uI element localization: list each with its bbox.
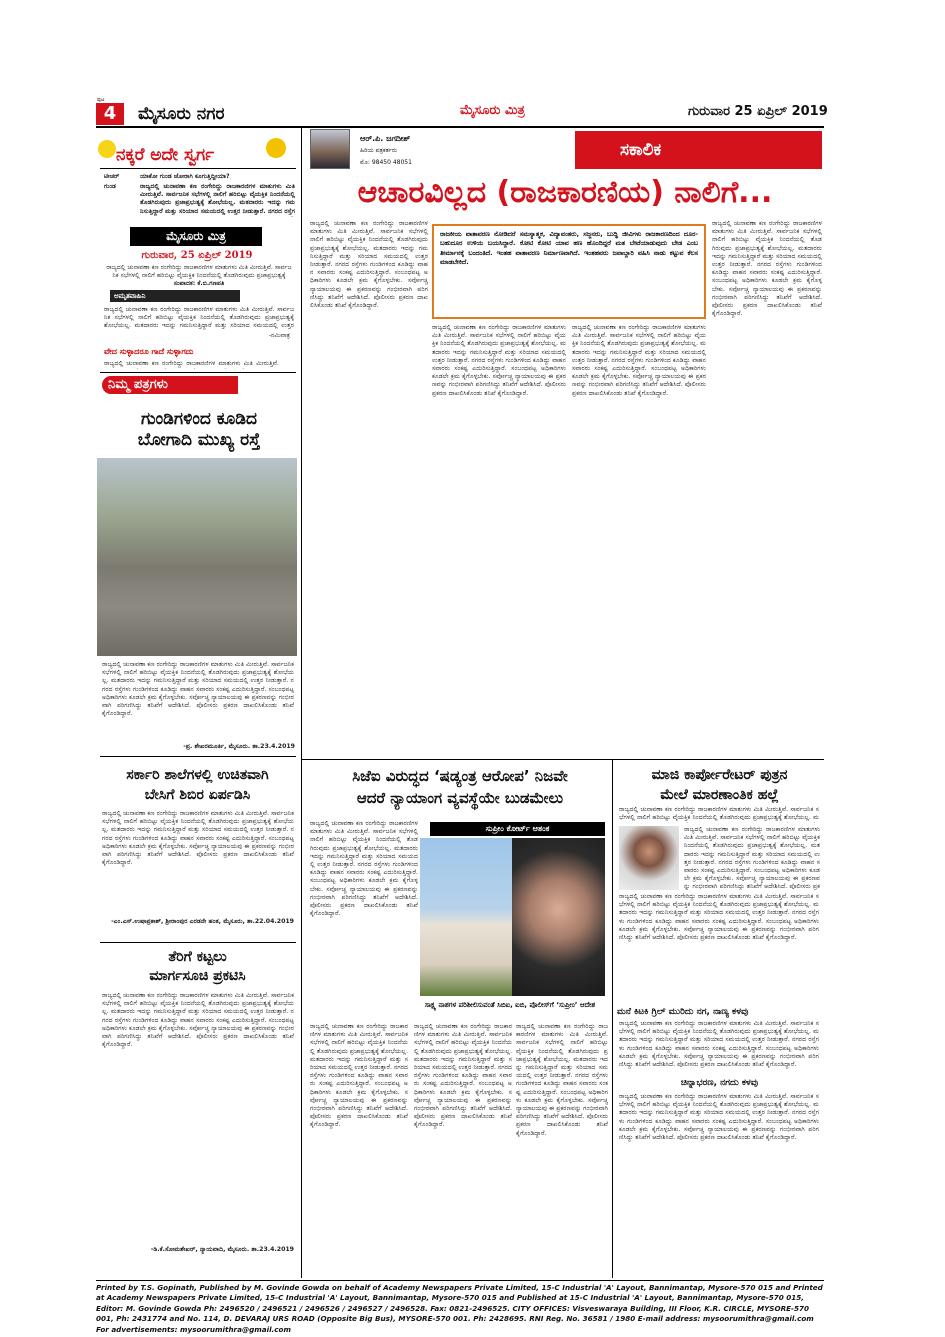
letters-section-bar: ನಿಮ್ಮ ಪತ್ರಗಳು (102, 376, 228, 394)
author-photo (310, 129, 350, 169)
victim-photo (619, 826, 679, 890)
cji-column: ರಾಜ್ಯದಲ್ಲಿ ಚುನಾವಣಾ ಕಣ ರಂಗೇರಿದ್ದು ರಾಜಕಾರಣಿಗಳ ಮಾತುಗಳು ಮಿತಿ ಮೀರುತ್ತಿವೆ. ಸಾರ್ವಜನಿಕ ಸಭೆಗಳಲ್ಲಿ ನಾಲಿಗೆ ಹರಿಬಿಟ್ಟು ವೈಯಕ್ತಿಕ ನಿಂದನೆಯಲ್ಲಿ ತೊಡಗಿರುವುದು ಪ್ರಜಾಪ್ರಭುತ್ವಕ್ಕೆ ಶೋಭೆಯಲ್ಲ. ಮತದಾರರು ಇದನ್ನು ಗಮನಿಸುತ್ತಿದ್ದಾರೆ ಮತ್ತು ಸರಿಯಾದ ಸಮಯದಲ್ಲಿ ಉತ್ತರ ನೀಡುತ್ತಾರೆ. ನಗರದ ರಸ್ತೆಗಳು ಗುಂಡಿಗಳಿಂದ ಕೂಡಿದ್ದು ವಾಹನ ಸವಾರರು ಸಂಕಷ್ಟ ಎದುರಿಸುತ್ತಿದ್ದಾರೆ. ಸಂಬಂಧಪಟ್ಟ ಅಧಿಕಾರಿಗಳು ಕೂಡಲೇ ಕ್ರಮ ಕೈಗೊಳ್ಳಬೇಕು. ಸರ್ವೋಚ್ಚ ನ್ಯಾಯಾಲಯವು ಈ ಪ್ರಕರಣವನ್ನು ಗಂಭೀರವಾಗಿ ಪರಿಗಣಿಸಿದ್ದು ತನಿಖೆಗೆ ಆದೇಶಿಸಿದೆ. ಪೊಲೀಸರು ಪ್ರಕರಣ ದಾಖಲಿಸಿಕೊಂಡು ತನಿಖೆ ಕೈಗೊಂಡಿದ್ದಾರೆ. (414, 1023, 512, 1129)
masthead-editor: ಸಂಪಾದಕ: ಕೆ.ಬಿ.ಗಣಪತಿ (173, 280, 225, 287)
letter2-body: ರಾಜ್ಯದಲ್ಲಿ ಚುನಾವಣಾ ಕಣ ರಂಗೇರಿದ್ದು ರಾಜಕಾರಣಿಗಳ ಮಾತುಗಳು ಮಿತಿ ಮೀರುತ್ತಿವೆ. ಸಾರ್ವಜನಿಕ ಸಭೆಗಳಲ್ಲಿ ನಾಲಿಗೆ ಹರಿಬಿಟ್ಟು ವೈಯಕ್ತಿಕ ನಿಂದನೆಯಲ್ಲಿ ತೊಡಗಿರುವುದು ಪ್ರಜಾಪ್ರಭುತ್ವಕ್ಕೆ ಶೋಭೆಯಲ್ಲ. ಮತದಾರರು ಇದನ್ನು ಗಮನಿಸುತ್ತಿದ್ದಾರೆ ಮತ್ತು ಸರಿಯಾದ ಸಮಯದಲ್ಲಿ ಉತ್ತರ ನೀಡುತ್ತಾರೆ. ನಗರದ ರಸ್ತೆಗಳು ಗುಂಡಿಗಳಿಂದ ಕೂಡಿದ್ದು ವಾಹನ ಸವಾರರು ಸಂಕಷ್ಟ ಎದುರಿಸುತ್ತಿದ್ದಾರೆ. ಸಂಬಂಧಪಟ್ಟ ಅಧಿಕಾರಿಗಳು ಕೂಡಲೇ ಕ್ರಮ ಕೈಗೊಳ್ಳಬೇಕು. ಸರ್ವೋಚ್ಚ ನ್ಯಾಯಾಲಯವು ಈ ಪ್ರಕರಣವನ್ನು ಗಂಭೀರವಾಗಿ ಪರಿಗಣಿಸಿದ್ದು ತನಿಖೆಗೆ ಆದೇಶಿಸಿದೆ. ಪೊಲೀಸರು ಪ್ರಕರಣ ದಾಖಲಿಸಿಕೊಂಡು ತನಿಖೆ ಕೈಗೊಂಡಿದ್ದಾರೆ. (102, 810, 294, 867)
corporator-story-lead: ರಾಜ್ಯದಲ್ಲಿ ಚುನಾವಣಾ ಕಣ ರಂಗೇರಿದ್ದು ರಾಜಕಾರಣಿಗಳ ಮಾತುಗಳು ಮಿತಿ ಮೀರುತ್ತಿವೆ. ಸಾರ್ವಜನಿಕ ಸಭೆಗಳಲ್ಲಿ ನಾಲಿಗೆ ಹರಿಬಿಟ್ಟು ವೈಯಕ್ತಿಕ ನಿಂದನೆಯಲ್ಲಿ ತೊಡಗಿರುವುದು ಪ್ರಜಾಪ್ರಭುತ್ವಕ್ಕೆ ಶೋಭೆಯಲ್ಲ. ಮ (619, 806, 819, 822)
letter2-headline: ಸರ್ಕಾರಿ ಶಾಲೆಗಳಲ್ಲಿ ಉಚಿತವಾಗಿ ಬೇಸಿಗೆ ಶಿಬಿರ ಏರ್ಪಡಿಸಿ (126, 767, 269, 803)
rule (100, 942, 296, 943)
letters-bar-tail (228, 376, 238, 394)
letter2-signature: -ಎಂ.ಎಸ್.ಉಷಾಪ್ರಕಾಶ್, ಶ್ರೀರಾಂಪುರ ಎರಡನೇ ಹಂತ, ಮೈಸೂರು, ತಾ.22.04.2019 (111, 918, 294, 925)
article-column: ರಾಜ್ಯದಲ್ಲಿ ಚುನಾವಣಾ ಕಣ ರಂಗೇರಿದ್ದು ರಾಜಕಾರಣಿಗಳ ಮಾತುಗಳು ಮಿತಿ ಮೀರುತ್ತಿವೆ. ಸಾರ್ವಜನಿಕ ಸಭೆಗಳಲ್ಲಿ ನಾಲಿಗೆ ಹರಿಬಿಟ್ಟು ವೈಯಕ್ತಿಕ ನಿಂದನೆಯಲ್ಲಿ ತೊಡಗಿರುವುದು ಪ್ರಜಾಪ್ರಭುತ್ವಕ್ಕೆ ಶೋಭೆಯಲ್ಲ. ಮತದಾರರು ಇದನ್ನು ಗಮನಿಸುತ್ತಿದ್ದಾರೆ ಮತ್ತು ಸರಿಯಾದ ಸಮಯದಲ್ಲಿ ಉತ್ತರ ನೀಡುತ್ತಾರೆ. ನಗರದ ರಸ್ತೆಗಳು ಗುಂಡಿಗಳಿಂದ ಕೂಡಿದ್ದು ವಾಹನ ಸವಾರರು ಸಂಕಷ್ಟ ಎದುರಿಸುತ್ತಿದ್ದಾರೆ. ಸಂಬಂಧಪಟ್ಟ ಅಧಿಕಾರಿಗಳು ಕೂಡಲೇ ಕ್ರಮ ಕೈಗೊಳ್ಳಬೇಕು. ಸರ್ವೋಚ್ಚ ನ್ಯಾಯಾಲಯವು ಈ ಪ್ರಕರಣವನ್ನು ಗಂಭೀರವಾಗಿ ಪರಿಗಣಿಸಿದ್ದು ತನಿಖೆಗೆ ಆದೇಶಿಸಿದೆ. ಪೊಲೀಸರು ಪ್ರಕರಣ ದಾಖಲಿಸಿಕೊಂಡು ತನಿಖೆ ಕೈಗೊಂಡಿದ್ದಾರೆ. (310, 220, 428, 310)
author-phone: ಮೊ: 98450 48051 (360, 159, 412, 166)
joke-column-title: ನಕ್ಕರೆ ಅದೇ ಸ್ವರ್ಗ (116, 145, 215, 165)
section-title: ಮೈಸೂರು ನಗರ (138, 104, 225, 124)
author-role: ಹಿರಿಯ ಪತ್ರಕರ್ತರು (360, 147, 397, 154)
cji-column: ರಾಜ್ಯದಲ್ಲಿ ಚುನಾವಣಾ ಕಣ ರಂಗೇರಿದ್ದು ರಾಜಕಾರಣಿಗಳ ಮಾತುಗಳು ಮಿತಿ ಮೀರುತ್ತಿವೆ. ಸಾರ್ವಜನಿಕ ಸಭೆಗಳಲ್ಲಿ ನಾಲಿಗೆ ಹರಿಬಿಟ್ಟು ವೈಯಕ್ತಿಕ ನಿಂದನೆಯಲ್ಲಿ ತೊಡಗಿರುವುದು ಪ್ರಜಾಪ್ರಭುತ್ವಕ್ಕೆ ಶೋಭೆಯಲ್ಲ. ಮತದಾರರು ಇದನ್ನು ಗಮನಿಸುತ್ತಿದ್ದಾರೆ ಮತ್ತು ಸರಿಯಾದ ಸಮಯದಲ್ಲಿ ಉತ್ತರ ನೀಡುತ್ತಾರೆ. ನಗರದ ರಸ್ತೆಗಳು ಗುಂಡಿಗಳಿಂದ ಕೂಡಿದ್ದು ವಾಹನ ಸವಾರರು ಸಂಕಷ್ಟ ಎದುರಿಸುತ್ತಿದ್ದಾರೆ. ಸಂಬಂಧಪಟ್ಟ ಅಧಿಕಾರಿಗಳು ಕೂಡಲೇ ಕ್ರಮ ಕೈಗೊಳ್ಳಬೇಕು. ಸರ್ವೋಚ್ಚ ನ್ಯಾಯಾಲಯವು ಈ ಪ್ರಕರಣವನ್ನು ಗಂಭೀರವಾಗಿ ಪರಿಗಣಿಸಿದ್ದು ತನಿಖೆಗೆ ಆದೇಶಿಸಿದೆ. ಪೊಲೀಸರು ಪ್ರಕರಣ ದಾಖಲಿಸಿಕೊಂಡು ತನಿಖೆ ಕೈಗೊಂಡಿದ್ದಾರೆ. (310, 820, 418, 918)
joke-speaker: ಗುಂಡ (104, 183, 116, 190)
pullquote: ರಾಜಕೀಯ ವಾತಾವರಣ ನೋಡಿದರೆ ಸಮಸ್ಯಾತ್ಮಕ, ವಿದ್ಯಾವಂತರು, ಸಜ್ಜನರು, ಬುದ್ಧಿ ಜೀವಿಗಳು ರಾಜಕಾರಣದಿಂದ ದೂರ-ಬಹುದೂರ ಉಳಿಯ ಬಯಸಿದ್ದಾರೆ. ಕೋಟಿ ಕೋಟಿ ಯಾವ ಹಣ ಹೊಂದಿದ್ದರೆ ಮತ ಬೇಟೆಯಾಡುವುದು ಬೇಡ ಎಂಬ ತೀರ್ಮಾನಕ್ಕೆ ಬಂದಂತಿದೆ. ಇಂತಹ ವಾತಾವರಣ ನಿರ್ಮಾಣವಾಗಿದೆ. ಇಂತಹವರು ಜವಾಬ್ದಾರಿ ವಹಿಸಿ ನಾಡು ಕಟ್ಟುವ ಕೆಲಸ ಮಾಡಬೇಕಿದೆ. (432, 224, 706, 319)
pothole-road-photo (97, 458, 297, 656)
letter3-signature: -ಡಿ.ಕೆ.ಸೋಮಶೇಖರ್, ನ್ಯಾಯವಾದಿ, ಮೈಸೂರು. ತಾ.23.4.2019 (150, 1246, 294, 1253)
cji-column: ರಾಜ್ಯದಲ್ಲಿ ಚುನಾವಣಾ ಕಣ ರಂಗೇರಿದ್ದು ರಾಜಕಾರಣಿಗಳ ಮಾತುಗಳು ಮಿತಿ ಮೀರುತ್ತಿವೆ. ಸಾರ್ವಜನಿಕ ಸಭೆಗಳಲ್ಲಿ ನಾಲಿಗೆ ಹರಿಬಿಟ್ಟು ವೈಯಕ್ತಿಕ ನಿಂದನೆಯಲ್ಲಿ ತೊಡಗಿರುವುದು ಪ್ರಜಾಪ್ರಭುತ್ವಕ್ಕೆ ಶೋಭೆಯಲ್ಲ. ಮತದಾರರು ಇದನ್ನು ಗಮನಿಸುತ್ತಿದ್ದಾರೆ ಮತ್ತು ಸರಿಯಾದ ಸಮಯದಲ್ಲಿ ಉತ್ತರ ನೀಡುತ್ತಾರೆ. ನಗರದ ರಸ್ತೆಗಳು ಗುಂಡಿಗಳಿಂದ ಕೂಡಿದ್ದು ವಾಹನ ಸವಾರರು ಸಂಕಷ್ಟ ಎದುರಿಸುತ್ತಿದ್ದಾರೆ. ಸಂಬಂಧಪಟ್ಟ ಅಧಿಕಾರಿಗಳು ಕೂಡಲೇ ಕ್ರಮ ಕೈಗೊಳ್ಳಬೇಕು. ಸರ್ವೋಚ್ಚ ನ್ಯಾಯಾಲಯವು ಈ ಪ್ರಕರಣವನ್ನು ಗಂಭೀರವಾಗಿ ಪರಿಗಣಿಸಿದ್ದು ತನಿಖೆಗೆ ಆದೇಶಿಸಿದೆ. ಪೊಲೀಸರು ಪ್ರಕರಣ ದಾಖಲಿಸಿಕೊಂಡು ತನಿಖೆ ಕೈಗೊಂಡಿದ್ದಾರೆ. (310, 1023, 408, 1129)
joke-line: ಯಾಕೋ ಗುಂಡ ಜೋರಾಗಿ ಕೂಗುತ್ತಿದ್ದೀಯಾ? (140, 173, 230, 180)
supreme-court-bar: ಸುಪ್ರೀಂ ಕೋರ್ಟ್ ಆತಂಕ (430, 822, 605, 836)
masthead-logo: ಮೈಸೂರು ಮಿತ್ರ (130, 227, 262, 246)
corporator-story-text: ರಾಜ್ಯದಲ್ಲಿ ಚುನಾವಣಾ ಕಣ ರಂಗೇರಿದ್ದು ರಾಜಕಾರಣಿಗಳ ಮಾತುಗಳು ಮಿತಿ ಮೀರುತ್ತಿವೆ. ಸಾರ್ವಜನಿಕ ಸಭೆಗಳಲ್ಲಿ ನಾಲಿಗೆ ಹರಿಬಿಟ್ಟು ವೈಯಕ್ತಿಕ ನಿಂದನೆಯಲ್ಲಿ ತೊಡಗಿರುವುದು ಪ್ರಜಾಪ್ರಭುತ್ವಕ್ಕೆ ಶೋಭೆಯಲ್ಲ. ಮತದಾರರು ಇದನ್ನು ಗಮನಿಸುತ್ತಿದ್ದಾರೆ ಮತ್ತು ಸರಿಯಾದ ಸಮಯದಲ್ಲಿ ಉತ್ತರ ನೀಡುತ್ತಾರೆ. ನಗರದ ರಸ್ತೆಗಳು ಗುಂಡಿಗಳಿಂದ ಕೂಡಿದ್ದು ವಾಹನ ಸವಾರರು ಸಂಕಷ್ಟ ಎದುರಿಸುತ್ತಿದ್ದಾರೆ. ಸಂಬಂಧಪಟ್ಟ ಅಧಿಕಾರಿಗಳು ಕೂಡಲೇ ಕ್ರಮ ಕೈಗೊಳ್ಳಬೇಕು. ಸರ್ವೋಚ್ಚ ನ್ಯಾಯಾಲಯವು ಈ ಪ್ರಕರಣವನ್ನು ಗಂಭೀರವಾಗಿ ಪರಿಗಣಿಸಿದ್ದು ತನಿಖೆಗೆ ಆದೇಶಿಸಿದೆ. ಪೊಲೀಸರು ಪ್ರಕ (684, 826, 820, 890)
joke-speaker: ಟೀಚರ್ (104, 173, 120, 180)
laughing-smiley-icon (98, 140, 116, 158)
letter1-headline: ಗುಂಡಿಗಳಿಂದ ಕೂಡಿದ ಬೋಗಾದಿ ಮುಖ್ಯ ರಸ್ತೆ (137, 409, 261, 450)
rule (302, 759, 824, 760)
cartoon-face-icon (266, 138, 286, 158)
gold-theft-headline: ಚಿನ್ನಾಭರಣ, ನಗದು ಕಳವು (680, 1078, 759, 1088)
letter3-body: ರಾಜ್ಯದಲ್ಲಿ ಚುನಾವಣಾ ಕಣ ರಂಗೇರಿದ್ದು ರಾಜಕಾರಣಿಗಳ ಮಾತುಗಳು ಮಿತಿ ಮೀರುತ್ತಿವೆ. ಸಾರ್ವಜನಿಕ ಸಭೆಗಳಲ್ಲಿ ನಾಲಿಗೆ ಹರಿಬಿಟ್ಟು ವೈಯಕ್ತಿಕ ನಿಂದನೆಯಲ್ಲಿ ತೊಡಗಿರುವುದು ಪ್ರಜಾಪ್ರಭುತ್ವಕ್ಕೆ ಶೋಭೆಯಲ್ಲ. ಮತದಾರರು ಇದನ್ನು ಗಮನಿಸುತ್ತಿದ್ದಾರೆ ಮತ್ತು ಸರಿಯಾದ ಸಮಯದಲ್ಲಿ ಉತ್ತರ ನೀಡುತ್ತಾರೆ. ನಗರದ ರಸ್ತೆಗಳು ಗುಂಡಿಗಳಿಂದ ಕೂಡಿದ್ದು ವಾಹನ ಸವಾರರು ಸಂಕಷ್ಟ ಎದುರಿಸುತ್ತಿದ್ದಾರೆ. ಸಂಬಂಧಪಟ್ಟ ಅಧಿಕಾರಿಗಳು ಕೂಡಲೇ ಕ್ರಮ ಕೈಗೊಳ್ಳಬೇಕು. ಸರ್ವೋಚ್ಚ ನ್ಯಾಯಾಲಯವು ಈ ಪ್ರಕರಣವನ್ನು ಗಂಭೀರವಾಗಿ ಪರಿಗಣಿಸಿದ್ದು ತನಿಖೆಗೆ ಆದೇಶಿಸಿದೆ. ಪೊಲೀಸರು ಪ್ರಕರಣ ದಾಖಲಿಸಿಕೊಂಡು ತನಿಖೆ ಕೈಗೊಂಡಿದ್ದಾರೆ. (102, 992, 294, 1049)
amrutha-credit: -ನಮಿವಾತ್ರ (268, 332, 290, 339)
page-number: 4 (96, 103, 124, 125)
supreme-court-photo (420, 838, 512, 996)
masthead: ಮೈಸೂರು ಮಿತ್ರ (460, 103, 525, 118)
author-name: ಆರ್.ಪಿ. ಜಗದೀಶ್ (360, 134, 411, 143)
main-headline: ಆಚಾರವಿಲ್ಲದ (ರಾಜಕಾರಣಿಯ) ನಾಲಿಗೆ... (357, 175, 773, 210)
masthead-tagline: ರಾಜ್ಯದಲ್ಲಿ ಚುನಾವಣಾ ಕಣ ರಂಗೇರಿದ್ದು ರಾಜಕಾರಣಿಗಳ ಮಾತುಗಳು ಮಿತಿ ಮೀರುತ್ತಿವೆ. ಸಾರ್ವಜನಿಕ ಸಭೆಗಳಲ್ಲಿ ನಾಲಿಗೆ ಹರಿಬಿಟ್ಟು ವೈಯಕ್ತಿಕ ನಿಂದನೆಯಲ್ಲಿ ತೊಡಗಿರುವುದು ಪ್ರಜಾಪ್ರಭುತ್ವಕ್ಕೆ (106, 264, 292, 280)
proverb-meaning: ರಾಜ್ಯದಲ್ಲಿ ಚುನಾವಣಾ ಕಣ ರಂಗೇರಿದ್ದು ರಾಜಕಾರಣಿಗಳ ಮಾತುಗಳು ಮಿತಿ ಮೀರುತ್ತಿವೆ. (104, 360, 279, 367)
corporator-story-text: ರಾಜ್ಯದಲ್ಲಿ ಚುನಾವಣಾ ಕಣ ರಂಗೇರಿದ್ದು ರಾಜಕಾರಣಿಗಳ ಮಾತುಗಳು ಮಿತಿ ಮೀರುತ್ತಿವೆ. ಸಾರ್ವಜನಿಕ ಸಭೆಗಳಲ್ಲಿ ನಾಲಿಗೆ ಹರಿಬಿಟ್ಟು ವೈಯಕ್ತಿಕ ನಿಂದನೆಯಲ್ಲಿ ತೊಡಗಿರುವುದು ಪ್ರಜಾಪ್ರಭುತ್ವಕ್ಕೆ ಶೋಭೆಯಲ್ಲ. ಮತದಾರರು ಇದನ್ನು ಗಮನಿಸುತ್ತಿದ್ದಾರೆ ಮತ್ತು ಸರಿಯಾದ ಸಮಯದಲ್ಲಿ ಉತ್ತರ ನೀಡುತ್ತಾರೆ. ನಗರದ ರಸ್ತೆಗಳು ಗುಂಡಿಗಳಿಂದ ಕೂಡಿದ್ದು ವಾಹನ ಸವಾರರು ಸಂಕಷ್ಟ ಎದುರಿಸುತ್ತಿದ್ದಾರೆ. ಸಂಬಂಧಪಟ್ಟ ಅಧಿಕಾರಿಗಳು ಕೂಡಲೇ ಕ್ರಮ ಕೈಗೊಳ್ಳಬೇಕು. ಸರ್ವೋಚ್ಚ ನ್ಯಾಯಾಲಯವು ಈ ಪ್ರಕರಣವನ್ನು ಗಂಭೀರವಾಗಿ ಪರಿಗಣಿಸಿದ್ದು ತನಿಖೆಗೆ ಆದೇಶಿಸಿದೆ. ಪೊಲೀಸರು ಪ್ರಕರಣ ದಾಖಲಿಸಿಕೊಂಡು ತನಿಖೆ ಕೈಗೊಂಡಿದ್ದಾರೆ. (619, 893, 819, 942)
amrutha-vahini-bar: ಅಮೃತವಾಹಿನಿ (110, 290, 240, 302)
gold-theft-text: ರಾಜ್ಯದಲ್ಲಿ ಚುನಾವಣಾ ಕಣ ರಂಗೇರಿದ್ದು ರಾಜಕಾರಣಿಗಳ ಮಾತುಗಳು ಮಿತಿ ಮೀರುತ್ತಿವೆ. ಸಾರ್ವಜನಿಕ ಸಭೆಗಳಲ್ಲಿ ನಾಲಿಗೆ ಹರಿಬಿಟ್ಟು ವೈಯಕ್ತಿಕ ನಿಂದನೆಯಲ್ಲಿ ತೊಡಗಿರುವುದು ಪ್ರಜಾಪ್ರಭುತ್ವಕ್ಕೆ ಶೋಭೆಯಲ್ಲ. ಮತದಾರರು ಇದನ್ನು ಗಮನಿಸುತ್ತಿದ್ದಾರೆ ಮತ್ತು ಸರಿಯಾದ ಸಮಯದಲ್ಲಿ ಉತ್ತರ ನೀಡುತ್ತಾರೆ. ನಗರದ ರಸ್ತೆಗಳು ಗುಂಡಿಗಳಿಂದ ಕೂಡಿದ್ದು ವಾಹನ ಸವಾರರು ಸಂಕಷ್ಟ ಎದುರಿಸುತ್ತಿದ್ದಾರೆ. ಸಂಬಂಧಪಟ್ಟ ಅಧಿಕಾರಿಗಳು ಕೂಡಲೇ ಕ್ರಮ ಕೈಗೊಳ್ಳಬೇಕು. ಸರ್ವೋಚ್ಚ ನ್ಯಾಯಾಲಯವು ಈ ಪ್ರಕರಣವನ್ನು ಗಂಭೀರವಾಗಿ ಪರಿಗಣಿಸಿದ್ದು ತನಿಖೆಗೆ ಆದೇಶಿಸಿದೆ. ಪೊಲೀಸರು ಪ್ರಕರಣ ದಾಖಲಿಸಿಕೊಂಡು ತನಿಖೆ ಕೈಗೊಂಡಿದ್ದಾರೆ. (619, 1093, 819, 1142)
amrutha-text: ರಾಜ್ಯದಲ್ಲಿ ಚುನಾವಣಾ ಕಣ ರಂಗೇರಿದ್ದು ರಾಜಕಾರಣಿಗಳ ಮಾತುಗಳು ಮಿತಿ ಮೀರುತ್ತಿವೆ. ಸಾರ್ವಜನಿಕ ಸಭೆಗಳಲ್ಲಿ ನಾಲಿಗೆ ಹರಿಬಿಟ್ಟು ವೈಯಕ್ತಿಕ ನಿಂದನೆಯಲ್ಲಿ ತೊಡಗಿರುವುದು ಪ್ರಜಾಪ್ರಭುತ್ವಕ್ಕೆ ಶೋಭೆಯಲ್ಲ. ಮತದಾರರು ಇದನ್ನು ಗಮನಿಸುತ್ತಿದ್ದಾರೆ ಮತ್ತು ಸರಿಯಾದ ಸಮಯದಲ್ಲಿ ಉತ್ತರ (104, 306, 294, 330)
cji-headline: ಸಿಜೆಐ ವಿರುದ್ಧದ ‘ಷಡ್ಯಂತ್ರ ಆರೋಪ’ ನಿಜವೇ ಆದರೆ ನ್ಯಾಯಾಂಗ ವ್ಯವಸ್ಥೆಯೇ ಬುಡಮೇಲು (352, 767, 568, 807)
letter1-body: ರಾಜ್ಯದಲ್ಲಿ ಚುನಾವಣಾ ಕಣ ರಂಗೇರಿದ್ದು ರಾಜಕಾರಣಿಗಳ ಮಾತುಗಳು ಮಿತಿ ಮೀರುತ್ತಿವೆ. ಸಾರ್ವಜನಿಕ ಸಭೆಗಳಲ್ಲಿ ನಾಲಿಗೆ ಹರಿಬಿಟ್ಟು ವೈಯಕ್ತಿಕ ನಿಂದನೆಯಲ್ಲಿ ತೊಡಗಿರುವುದು ಪ್ರಜಾಪ್ರಭುತ್ವಕ್ಕೆ ಶೋಭೆಯಲ್ಲ. ಮತದಾರರು ಇದನ್ನು ಗಮನಿಸುತ್ತಿದ್ದಾರೆ ಮತ್ತು ಸರಿಯಾದ ಸಮಯದಲ್ಲಿ ಉತ್ತರ ನೀಡುತ್ತಾರೆ. ನಗರದ ರಸ್ತೆಗಳು ಗುಂಡಿಗಳಿಂದ ಕೂಡಿದ್ದು ವಾಹನ ಸವಾರರು ಸಂಕಷ್ಟ ಎದುರಿಸುತ್ತಿದ್ದಾರೆ. ಸಂಬಂಧಪಟ್ಟ ಅಧಿಕಾರಿಗಳು ಕೂಡಲೇ ಕ್ರಮ ಕೈಗೊಳ್ಳಬೇಕು. ಸರ್ವೋಚ್ಚ ನ್ಯಾಯಾಲಯವು ಈ ಪ್ರಕರಣವನ್ನು ಗಂಭೀರವಾಗಿ ಪರಿಗಣಿಸಿದ್ದು ತನಿಖೆಗೆ ಆದೇಶಿಸಿದೆ. ಪೊಲೀಸರು ಪ್ರಕರಣ ದಾಖಲಿಸಿಕೊಂಡು ತನಿಖೆ ಕೈಗೊಂಡಿದ್ದಾರೆ. (102, 661, 294, 718)
letter1-signature: -ಪ್ರ. ಶೇಖರಮೂರ್ತಿ, ಮೈಸೂರು. ತಾ.23.4.2019 (183, 743, 295, 750)
issue-date: ಗುರುವಾರ 25 ಏಪ್ರಿಲ್ 2019 (688, 104, 828, 119)
article-column: ರಾಜ್ಯದಲ್ಲಿ ಚುನಾವಣಾ ಕಣ ರಂಗೇರಿದ್ದು ರಾಜಕಾರಣಿಗಳ ಮಾತುಗಳು ಮಿತಿ ಮೀರುತ್ತಿವೆ. ಸಾರ್ವಜನಿಕ ಸಭೆಗಳಲ್ಲಿ ನಾಲಿಗೆ ಹರಿಬಿಟ್ಟು ವೈಯಕ್ತಿಕ ನಿಂದನೆಯಲ್ಲಿ ತೊಡಗಿರುವುದು ಪ್ರಜಾಪ್ರಭುತ್ವಕ್ಕೆ ಶೋಭೆಯಲ್ಲ. ಮತದಾರರು ಇದನ್ನು ಗಮನಿಸುತ್ತಿದ್ದಾರೆ ಮತ್ತು ಸರಿಯಾದ ಸಮಯದಲ್ಲಿ ಉತ್ತರ ನೀಡುತ್ತಾರೆ. ನಗರದ ರಸ್ತೆಗಳು ಗುಂಡಿಗಳಿಂದ ಕೂಡಿದ್ದು ವಾಹನ ಸವಾರರು ಸಂಕಷ್ಟ ಎದುರಿಸುತ್ತಿದ್ದಾರೆ. ಸಂಬಂಧಪಟ್ಟ ಅಧಿಕಾರಿಗಳು ಕೂಡಲೇ ಕ್ರಮ ಕೈಗೊಳ್ಳಬೇಕು. ಸರ್ವೋಚ್ಚ ನ್ಯಾಯಾಲಯವು ಈ ಪ್ರಕರಣವನ್ನು ಗಂಭೀರವಾಗಿ ಪರಿಗಣಿಸಿದ್ದು ತನಿಖೆಗೆ ಆದೇಶಿಸಿದೆ. ಪೊಲೀಸರು ಪ್ರಕರಣ ದಾಖಲಿಸಿಕೊಂಡು ತನಿಖೆ ಕೈಗೊಂಡಿದ್ದಾರೆ. (572, 324, 706, 397)
column-divider (612, 760, 613, 1278)
chief-justice-photo (512, 838, 605, 996)
article-column: ರಾಜ್ಯದಲ್ಲಿ ಚುನಾವಣಾ ಕಣ ರಂಗೇರಿದ್ದು ರಾಜಕಾರಣಿಗಳ ಮಾತುಗಳು ಮಿತಿ ಮೀರುತ್ತಿವೆ. ಸಾರ್ವಜನಿಕ ಸಭೆಗಳಲ್ಲಿ ನಾಲಿಗೆ ಹರಿಬಿಟ್ಟು ವೈಯಕ್ತಿಕ ನಿಂದನೆಯಲ್ಲಿ ತೊಡಗಿರುವುದು ಪ್ರಜಾಪ್ರಭುತ್ವಕ್ಕೆ ಶೋಭೆಯಲ್ಲ. ಮತದಾರರು ಇದನ್ನು ಗಮನಿಸುತ್ತಿದ್ದಾರೆ ಮತ್ತು ಸರಿಯಾದ ಸಮಯದಲ್ಲಿ ಉತ್ತರ ನೀಡುತ್ತಾರೆ. ನಗರದ ರಸ್ತೆಗಳು ಗುಂಡಿಗಳಿಂದ ಕೂಡಿದ್ದು ವಾಹನ ಸವಾರರು ಸಂಕಷ್ಟ ಎದುರಿಸುತ್ತಿದ್ದಾರೆ. ಸಂಬಂಧಪಟ್ಟ ಅಧಿಕಾರಿಗಳು ಕೂಡಲೇ ಕ್ರಮ ಕೈಗೊಳ್ಳಬೇಕು. ಸರ್ವೋಚ್ಚ ನ್ಯಾಯಾಲಯವು ಈ ಪ್ರಕರಣವನ್ನು ಗಂಭೀರವಾಗಿ ಪರಿಗಣಿಸಿದ್ದು ತನಿಖೆಗೆ ಆದೇಶಿಸಿದೆ. ಪೊಲೀಸರು ಪ್ರಕರಣ ದಾಖಲಿಸಿಕೊಂಡು ತನಿಖೆ ಕೈಗೊಂಡಿದ್ದಾರೆ. (432, 324, 566, 397)
letter3-headline: ತೆರಿಗೆ ಕಟ್ಟಲು ಮಾರ್ಗಸೂಚಿ ಪ್ರಕಟಿಸಿ (149, 949, 246, 984)
rule (100, 756, 296, 757)
sakalika-section-bar: ಸಕಾಲಿಕ (575, 131, 822, 169)
window-theft-headline: ಮನೆ ಕಿಟಕಿ ಗ್ರಿಲ್ ಮುರಿದು ನಗ, ನಾಣ್ಯ ಕಳವು (617, 1007, 749, 1017)
article-column: ರಾಜ್ಯದಲ್ಲಿ ಚುನಾವಣಾ ಕಣ ರಂಗೇರಿದ್ದು ರಾಜಕಾರಣಿಗಳ ಮಾತುಗಳು ಮಿತಿ ಮೀರುತ್ತಿವೆ. ಸಾರ್ವಜನಿಕ ಸಭೆಗಳಲ್ಲಿ ನಾಲಿಗೆ ಹರಿಬಿಟ್ಟು ವೈಯಕ್ತಿಕ ನಿಂದನೆಯಲ್ಲಿ ತೊಡಗಿರುವುದು ಪ್ರಜಾಪ್ರಭುತ್ವಕ್ಕೆ ಶೋಭೆಯಲ್ಲ. ಮತದಾರರು ಇದನ್ನು ಗಮನಿಸುತ್ತಿದ್ದಾರೆ ಮತ್ತು ಸರಿಯಾದ ಸಮಯದಲ್ಲಿ ಉತ್ತರ ನೀಡುತ್ತಾರೆ. ನಗರದ ರಸ್ತೆಗಳು ಗುಂಡಿಗಳಿಂದ ಕೂಡಿದ್ದು ವಾಹನ ಸವಾರರು ಸಂಕಷ್ಟ ಎದುರಿಸುತ್ತಿದ್ದಾರೆ. ಸಂಬಂಧಪಟ್ಟ ಅಧಿಕಾರಿಗಳು ಕೂಡಲೇ ಕ್ರಮ ಕೈಗೊಳ್ಳಬೇಕು. ಸರ್ವೋಚ್ಚ ನ್ಯಾಯಾಲಯವು ಈ ಪ್ರಕರಣವನ್ನು ಗಂಭೀರವಾಗಿ ಪರಿಗಣಿಸಿದ್ದು ತನಿಖೆಗೆ ಆದೇಶಿಸಿದೆ. ಪೊಲೀಸರು ಪ್ರಕರಣ ದಾಖಲಿಸಿಕೊಂಡು ತನಿಖೆ ಕೈಗೊಂಡಿದ್ದಾರೆ. (712, 220, 822, 318)
cji-subheadline: ಸಾಕ್ಷ್ಯ ನಾಶಗಳ ಪರಿಶೀಲಿಸುವಂತೆ ಸಿಬಿಐ, ಐಬಿ, ಪೊಲೀಸ್‌ಗೆ ‘ಸುಪ್ರೀಂ’ ಆದೇಶ (424, 1001, 596, 1009)
header-rule (96, 126, 824, 128)
joke-line: ರಾಜ್ಯದಲ್ಲಿ ಚುನಾವಣಾ ಕಣ ರಂಗೇರಿದ್ದು ರಾಜಕಾರಣಿಗಳ ಮಾತುಗಳು ಮಿತಿ ಮೀರುತ್ತಿವೆ. ಸಾರ್ವಜನಿಕ ಸಭೆಗಳಲ್ಲಿ ನಾಲಿಗೆ ಹರಿಬಿಟ್ಟು ವೈಯಕ್ತಿಕ ನಿಂದನೆಯಲ್ಲಿ ತೊಡಗಿರುವುದು ಪ್ರಜಾಪ್ರಭುತ್ವಕ್ಕೆ ಶೋಭೆಯಲ್ಲ. ಮತದಾರರು ಇದನ್ನು ಗಮನಿಸುತ್ತಿದ್ದಾರೆ ಮತ್ತು ಸರಿಯಾದ ಸಮಯದಲ್ಲಿ ಉತ್ತರ ನೀಡುತ್ತಾರೆ. ನಗರದ ರಸ್ತೆಗ (140, 183, 295, 215)
rule (100, 372, 296, 373)
cji-column: ರಾಜ್ಯದಲ್ಲಿ ಚುನಾವಣಾ ಕಣ ರಂಗೇರಿದ್ದು ರಾಜಕಾರಣಿಗಳ ಮಾತುಗಳು ಮಿತಿ ಮೀರುತ್ತಿವೆ. ಸಾರ್ವಜನಿಕ ಸಭೆಗಳಲ್ಲಿ ನಾಲಿಗೆ ಹರಿಬಿಟ್ಟು ವೈಯಕ್ತಿಕ ನಿಂದನೆಯಲ್ಲಿ ತೊಡಗಿರುವುದು ಪ್ರಜಾಪ್ರಭುತ್ವಕ್ಕೆ ಶೋಭೆಯಲ್ಲ. ಮತದಾರರು ಇದನ್ನು ಗಮನಿಸುತ್ತಿದ್ದಾರೆ ಮತ್ತು ಸರಿಯಾದ ಸಮಯದಲ್ಲಿ ಉತ್ತರ ನೀಡುತ್ತಾರೆ. ನಗರದ ರಸ್ತೆಗಳು ಗುಂಡಿಗಳಿಂದ ಕೂಡಿದ್ದು ವಾಹನ ಸವಾರರು ಸಂಕಷ್ಟ ಎದುರಿಸುತ್ತಿದ್ದಾರೆ. ಸಂಬಂಧಪಟ್ಟ ಅಧಿಕಾರಿಗಳು ಕೂಡಲೇ ಕ್ರಮ ಕೈಗೊಳ್ಳಬೇಕು. ಸರ್ವೋಚ್ಚ ನ್ಯಾಯಾಲಯವು ಈ ಪ್ರಕರಣವನ್ನು ಗಂಭೀರವಾಗಿ ಪರಿಗಣಿಸಿದ್ದು ತನಿಖೆಗೆ ಆದೇಶಿಸಿದೆ. ಪೊಲೀಸರು ಪ್ರಕರಣ ದಾಖಲಿಸಿಕೊಂಡು ತನಿಖೆ ಕೈಗೊಂಡಿದ್ದಾರೆ. (516, 1023, 608, 1137)
footer-rule (96, 1280, 824, 1281)
proverb: ವೇದ ಸುಳ್ಳಾದರೂ ಗಾದೆ ಸುಳ್ಳಾಗದು (104, 347, 194, 356)
imprint-footer: Printed by T.S. Gopinath, Published by M. Govinde Gowda on behalf of Academy Newspapers Private Limited, 15-C Industrial 'A' Layout, Bannimantap, Mysore-570 015 and Printed at Academy Newspapers Private Limited, 15-C Industrial 'A' Layout, Bannimantap, Mysore-570 015 and Published at 15-C Industrial 'A' Layout, Bannimantap, Mysore-570 015, Editor: M. Govinde Gowda Ph: 2496520 / 2496521 / 2496526 / 2496527 / 2496528. Fax: 0821-2496525. CITY OFFICES: Visveswaraya Building, III Floor, K.R. CIRCLE, MYSORE-570 001, Ph: 2431774 and No. 114, D. DEVARAJ URS ROAD (Opposite Big Bus), MYSORE-570 001. Ph: 2428695. RNI Reg. No. 36581 / 1980 E-mail address: mysoorumithra@gmail.com For advertisements: mysoorumithra@gmail.com (96, 1283, 823, 1334)
page-label: ಪುಟ (97, 97, 105, 103)
corporator-son-headline: ಮಾಜಿ ಕಾರ್ಪೋರೇಟರ್ ಪುತ್ರನ ಮೇಲೆ ಮಾರಣಾಂತಿಕ ಹಲ್ಲೆ (651, 767, 788, 803)
window-theft-text: ರಾಜ್ಯದಲ್ಲಿ ಚುನಾವಣಾ ಕಣ ರಂಗೇರಿದ್ದು ರಾಜಕಾರಣಿಗಳ ಮಾತುಗಳು ಮಿತಿ ಮೀರುತ್ತಿವೆ. ಸಾರ್ವಜನಿಕ ಸಭೆಗಳಲ್ಲಿ ನಾಲಿಗೆ ಹರಿಬಿಟ್ಟು ವೈಯಕ್ತಿಕ ನಿಂದನೆಯಲ್ಲಿ ತೊಡಗಿರುವುದು ಪ್ರಜಾಪ್ರಭುತ್ವಕ್ಕೆ ಶೋಭೆಯಲ್ಲ. ಮತದಾರರು ಇದನ್ನು ಗಮನಿಸುತ್ತಿದ್ದಾರೆ ಮತ್ತು ಸರಿಯಾದ ಸಮಯದಲ್ಲಿ ಉತ್ತರ ನೀಡುತ್ತಾರೆ. ನಗರದ ರಸ್ತೆಗಳು ಗುಂಡಿಗಳಿಂದ ಕೂಡಿದ್ದು ವಾಹನ ಸವಾರರು ಸಂಕಷ್ಟ ಎದುರಿಸುತ್ತಿದ್ದಾರೆ. ಸಂಬಂಧಪಟ್ಟ ಅಧಿಕಾರಿಗಳು ಕೂಡಲೇ ಕ್ರಮ ಕೈಗೊಳ್ಳಬೇಕು. ಸರ್ವೋಚ್ಚ ನ್ಯಾಯಾಲಯವು ಈ ಪ್ರಕರಣವನ್ನು ಗಂಭೀರವಾಗಿ ಪರಿಗಣಿಸಿದ್ದು ತನಿಖೆಗೆ ಆದೇಶಿಸಿದೆ. ಪೊಲೀಸರು ಪ್ರಕರಣ ದಾಖಲಿಸಿಕೊಂಡು ತನಿಖೆ ಕೈಗೊಂಡಿದ್ದಾರೆ. (619, 1020, 819, 1069)
column-divider (301, 128, 302, 1278)
masthead-date: ಗುರುವಾರ, 25 ಏಪ್ರಿಲ್ 2019 (141, 250, 253, 261)
rule (100, 168, 296, 169)
